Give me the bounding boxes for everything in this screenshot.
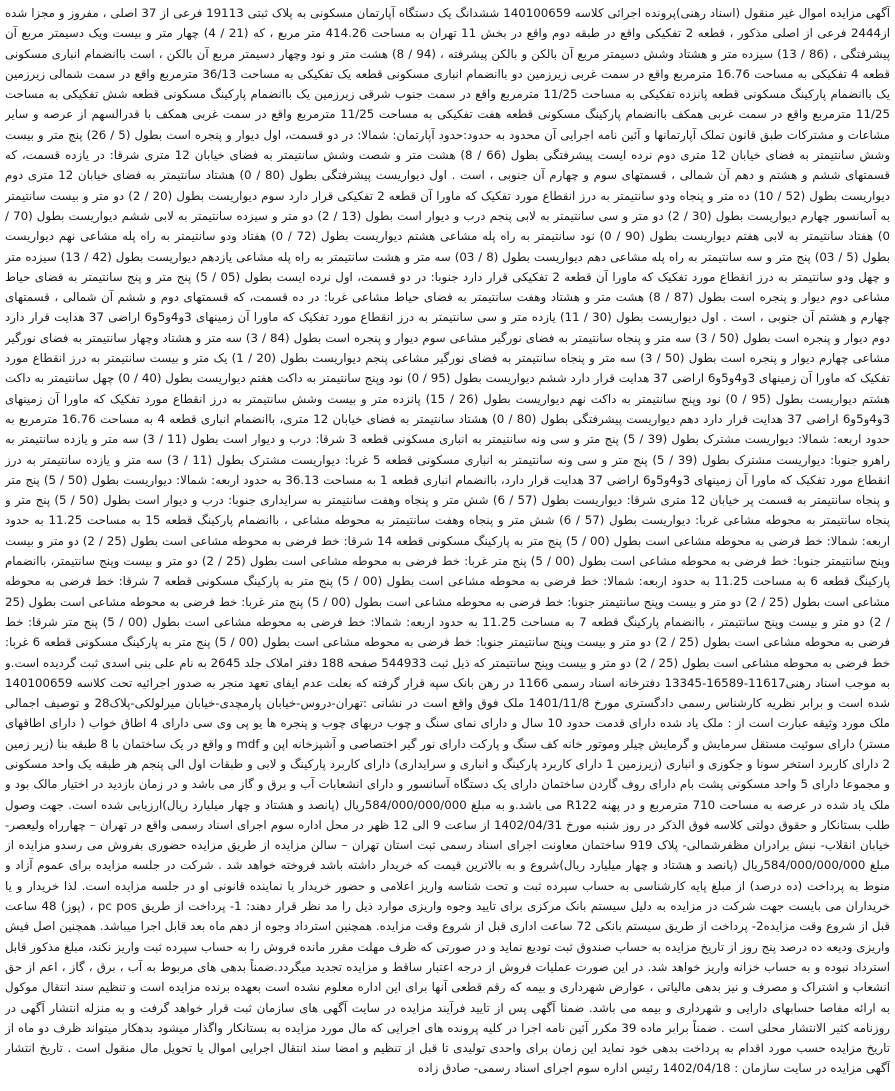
auction-notice-body: آگهی مزایده اموال غیر منقول (اسناد رهنی)پرونده اجرائی کلاسه 140100659 ششدانگ یک دستگاه آپارتمان مسکونی به پلاک ثبتی 19113 فرعی از 37 اصلی ، مفروز و مجزا شده از2444 فرعی از اصلی مذکور ، قطعه 2 تفکیکی واقع در طبقه دوم واقع در بخش 11 تهران به مساحت 414.26 متر مربع ، که (21 / 4) چهار متر و بیست ویک دسیمتر مربع آن پیشرفتگی ، (86 / 13) سیزده متر و هشتاد وشش دسیمتر مربع آن بالکن و بالکن پیشرفته ، (94 / 8) هشت متر و نود وچهار دسیمتر مربع آن بالکن ، است باانضمام انباری مسکونی قطعه 4 تفکیکی به مساحت 16.76 مترمربع واقع در سمت غربی زیرزمین دو باانضمام انباری مسکونی قطعه یک تفکیکی به مساحت 36/13 مترمربع واقع در سمت شمالی زیرزمین یک باانضمام پارکینگ مسکونی قطعه پانزده تفکیکی به مساحت 11/25 مترمربع واقع در سمت جنوب شرقی زیرزمین یک باانضمام پارکینگ مسکونی قطعه شش تفکیکی به مساحت 11/25 مترمربع واقع در سمت غربی همکف باانضمام پارکینگ مسکونی قطعه هفت تفکیکی به مساحت 11/25 مترمربع واقع در سمت غربی همکف با قدرالسهم از عرصه و سایر مشاعات و مشترکات طبق قانون تملک آپارتمانها و آئین نامه اجرایی آن محدود به حدود:حدود آپارتمان: شمالا: در دو قسمت، اول دیوار و پنجره است بطول (5 / 26) پنج متر و بیست وشش سانتیمتر به فضای خیابان 12 متری دوم نرده ایست پیشرفتگی بطول (66 / 8) هشت متر و شصت وشش سانتیمتر به فضای خیابان 12 متری شرقا: در یازده قسمت، که قسمتهای ششم و هشتم و دهم آن شمالی ، قسمتهای سوم و چهارم آن جنوبی ، است . اول دیواریست پیشرفتگی بطول (80 / 0) هشتاد سانتیمتر به فضای خیابان 12 متری دوم دیواریست بطول (52 / 10) ده متر و پنجاه ودو سانتیمتر به درز انقطاع مورد تفکیک که ماورا آن قطعه 2 تفکیکی قرار دارد سوم دیواریست بطول (20 / 2) دو متر و بیست سانتیمتر به آسانسور چهارم دیواریست بطول (30 / 2) دو متر و سی سانتیمتر به لابی پنجم درب و دیوار است بطول (13 / 2) دو متر و سیزده سانتیمتر به لابی ششم دیواریست بطول (70 / 0) هفتاد سانتیمتر به لابی هفتم دیواریست بطول (90 / 0) نود سانتیمتر به راه پله مشاعی هشتم دیواریست بطول (72 / 0) هفتاد ودو سانتیمتر به راه پله مشاعی نهم دیواریست بطول (5 / 03) پنج متر و سه سانتیمتر به راه پله مشاعی دهم دیواریست بطول (8 / 03) سه متر و هشت سانتیمتر به راه پله مشاعی یازدهم دیواریست بطول (42 / 13) سیزده متر و چهل ودو سانتیمتر به درز انقطاع مورد تفکیک که ماورا آن قطعه 2 تفکیکی قرار دارد جنوبا: در دو قسمت، اول نرده ایست بطول (05 / 5) پنج متر و پنج سانتیمتر به فضای حیاط مشاعی دوم دیوار و پنجره است بطول (87 / 8) هشت متر و هشتاد وهفت سانتیمتر به فضای حیاط مشاعی غربا: در ده قسمت، که قسمتهای دوم و ششم آن شمالی ، قسمتهای چهارم و هشتم آن جنوبی ، است . اول دیواریست بطول (30 / 11) یازده متر و سی سانتیمتر به درز انقطاع مورد تفکیک که ماورا آن زمینهای 3و4و5و6 اراضی 37 هدایت قرار دارد دوم دیوار و پنجره است بطول (50 / 3) سه متر و پنجاه سانتیمتر به فضای نورگیر مشاعی سوم دیوار و پنجره است بطول (84 / 3) سه متر و هشتاد وچهار سانتیمتر به فضای نورگیر مشاعی چهارم دیوار و پنجره است بطول (50 / 3) سه متر و پنجاه سانتیمتر به فضای نورگیر مشاعی پنجم دیواریست بطول (20 / 1) یک متر و بیست سانتیمتر به درز انقطاع مورد تفکیک که ماورا آن زمینهای 3و4و5و6 اراضی 37 هدایت قرار دارد ششم دیواریست بطول (95 / 0) نود وپنج سانتیمتر به داکت هفتم دیواریست بطول (40 / 0) چهل سانتیمتر به داکت هشتم دیواریست بطول (95 / 0) نود وپنج سانتیمتر به داکت نهم دیواریست بطول (26 / 15) پانزده متر و بیست وشش سانتیمتر به درز انقطاع مورد تفکیک که ماورا آن زمینهای 3و4و5و6 اراضی 37 هدایت قرار دارد دهم دیواریست پیشرفتگی بطول (80 / 0) هشتاد سانتیمتر به فضای خیابان 12 متری، باانضمام انباری قطعه 4 به مساحت 16.76 مترمربع به حدود اربعه: شمالا: دیواریست مشترک بطول (39 / 5) پنج متر و سی ونه سانتیمتر به انباری مسکونی قطعه 3 شرقا: درب و دیوار است بطول (11 / 3) سه متر و یازده سانتیمتر به راهرو جنوبا: دیواریست مشترک بطول (39 / 5) پنج متر و سی ونه سانتیمتر به انباری مسکونی قطعه 5 غربا: دیواریست مشترک بطول (11 / 3) سه متر و یازده سانتیمتر به درز انقطاع مورد تفکیک که ماورا آن زمینهای 3و4و5و6 اراضی 37 هدایت قرار دارد، باانضمام انباری قطعه 1 به مساحت 36.13 به حدود اربعه: شمالا: دیواریست بطول (50 / 5) پنج متر و پنجاه سانتیمتر به قسمت پر خیابان 12 متری شرقا: دیواریست بطول (57 / 6) شش متر و پنجاه وهفت سانتیمتر به سرایداری جنوبا: درب و دیوار است بطول (50 / 5) پنج متر و پنجاه سانتیمتر به محوطه مشاعی غربا: دیواریست بطول (57 / 6) شش متر و پنجاه وهفت سانتیمتر به محوطه مشاعی ، باانضمام پارکینگ قطعه 15 به مساحت 11.25 به حدود اربعه: شمالا: خط فرضی به محوطه مشاعی است بطول (00 / 5) پنج متر به پارکینگ مسکونی قطعه 14 شرقا: خط فرضی به محوطه مشاعی است بطول (25 / 2) دو متر و بیست وپنج سانتیمتر جنوبا: خط فرضی به محوطه مشاعی است بطول (00 / 5) پنج متر غربا: خط فرضی به محوطه مشاعی است بطول (25 / 2) دو متر و بیست وپنج سانتیمتر، باانضمام پارکینگ قطعه 6 به مساحت 11.25 به حدود اربعه: شمالا: خط فرضی به محوطه مشاعی است بطول (00 / 5) پنج متر به پارکینگ مسکونی قطعه 7 شرقا: خط فرضی به محوطه مشاعی است بطول (25 / 2) دو متر و بیست وپنج سانتیمتر جنوبا: خط فرضی به محوطه مشاعی است بطول (00 / 5) پنج متر غربا: خط فرضی به محوطه مشاعی است بطول (25 / 2) دو متر و بیست وپنج سانتیمتر ، باانضمام پارکینگ قطعه 7 به مساحت 11.25 به حدود اربعه: شمالا: خط فرضی به محوطه مشاعی است بطول (00 / 5) پنج متر شرقا: خط فرضی به محوطه مشاعی است بطول (25 / 2) دو متر و بیست وپنج سانتیمتر جنوبا: خط فرضی به محوطه مشاعی است بطول (00 / 5) پنج متر به پارکینگ مسکونی قطعه 6 غربا: خط فرضی به محوطه مشاعی است بطول (25 / 2) دو متر و بیست وپنج سانتیمتر که ذیل ثبت 544933 صفحه 188 دفتر املاک جلد 2645 به نام علی بنی اسدی ثبت گردیده است.و به موجب اسناد رهنی11617-16589-13345 دفترخانه اسناد رسمی 1166 در رهن بانک سپه قرار گرفته که بعلت عدم ایفای تعهد منجر به صدور اجرائیه تحت کلاسه 140100659 شده است و برابر نظریه کارشناس رسمی دادگستری مورخ 1401/11/8 ملک فوق واقع است در نشانی :تهران-دروس-خیابان پارمچدی-خیابان میرلولکی-پلاک28 و توصیف اجمالی ملک مورد وثیقه عبارت است از : ملک یاد شده دارای قدمت حدود 10 سال و دارای نمای سنگ و چوب دربهای چوب و پنجره ها یو پی وی سی دارای 4 اطاق خواب ( دارای اطاقهای مستر) دارای سوئیت مستقل سرمایش و گرمایش چیلر وموتور خانه کف سنگ و پارکت دارای نور گیر اختصاصی و آشپزخانه اپن و mdf و واقع در یک ساختمان با 8 طبقه بنا (زیر زمین 2 دارای کاربرد استخر سونا و جکوزی و انباری (زیرزمین 1 دارای کاربرد پارکینگ و انباری و سرایداری) دارای کاربرد پارکینگ و لابی و طبقات اول الی پنجم هر طبقه یک واحد مسکونی و مجموعا دارای 5 واحد مسکونی پشت بام دارای روف گاردن ساختمان دارای یک دستگاه آسانسور و دارای انشعابات آب و برق و گاز می باشد و در زمان بازدید در اختیار مالک بود و ملک یاد شده در عرصه به مساحت 710 مترمربع و در پهنه R122 می باشد.و به مبلغ 584/000/000/000ریال (پانصد و هشتاد و چهار میلیارد ریال)ارزیابی شده است. جهت وصول طلب بستانکار و حقوق دولتی کلاسه فوق الذکر در روز شنبه مورخ 1402/04/31 از ساعت 9 الی 12 ظهر در محل اداره سوم اجرای اسناد رسمی واقع در تهران – چهارراه ولیعصر- خیابان انقلاب- نبش برادران مظفرشمالی- پلاک 919 ساختمان معاونت اجرای اسناد رسمی ثبت استان تهران – سالن مزایده از طریق مزایده حضوری بفروش می رسدو مزایده از مبلغ 584/000/000/000ریال (پانصد و هشتاد و چهار میلیارد ریال)شروع و به بالاترین قیمت که خریدار داشته باشد فروخته خواهد شد . شرکت در جلسه مزایده برای عموم آزاد و منوط به پرداخت (ده درصد) از مبلغ پایه کارشناسی به حساب سپرده ثبت و تحت شناسه واریز اعلامی و حضور خریدار یا نماینده قانونی او در جلسه مزایده است. لذا خریدار و یا خریداران می بایست جهت شرکت در مزایده به دلیل سیستم بانک مرکزی برای تایید وجوه واریزی موارد ذیل را مد نظر قرار دهند: 1- پرداخت از طریق pc pos ، (پوز) 48 ساعت قبل از شروع وقت مزایده2- پرداخت از طریق سیستم بانکی 72 ساعت اداری قبل از شروع وقت مزایده. همچنین استرداد وجوه از دهم ماه بعد قابل اجرا میباشد. همچنین اصل فیش واریزی ودیعه ده درصد پنج روز از تاریخ مزایده به حساب صندوق ثبت تودیع نماید و در صورتی که ظرف مهلت مقرر مانده فروش را به حساب سپرده ثبت واریز نکند، مبلغ مذکور قابل استرداد نبوده و به حساب خزانه واریز خواهد شد. در این صورت عملیات فروش از درجه اعتبار ساقط و مزایده تجدید میگردد.ضمناً بدهی های مربوط به آب ، برق ، گاز ، اعم از حق انشعاب و اشتراک و مصرف و نیز بدهی مالیاتی ، عوارض شهرداری و بیمه که رقم قطعی آنها برای این اداره معلوم نشده است بعهده برنده مزایده است و تنظیم سند انتقال موکول به ارائه مفاصا حسابهای دارایی و شهرداری و بیمه می باشد. ضمنا آگهی پس از تایید فرآیند مزایده در سایت آگهی های سازمان ثبت قرار خواهد گرفت و به منزله انتشار آگهی در روزنامه کثیر الانتشار محلی است . ضمناً برابر ماده 39 مکرر آئین نامه اجرا در کلیه پرونده های اجرایی که مال مورد مزایده به بستانکار واگذار میشود بدهکار میتواند ظرف دو ماه از تاریخ مزایده حسب مورد اقدام به پرداخت بدهی خود نماید این زمان برای واحدی تولیدی تا قبل از تنظیم و امضا سند انتقال اجرایی اموال یا تحویل مال منقول است . تاریخ انتشار آگهی مزایده در سایت سازمان : 1402/04/18 رئیس اداره سوم اجرای اسناد رسمی- صادق زاده <box>5 6 890 1076</box>
